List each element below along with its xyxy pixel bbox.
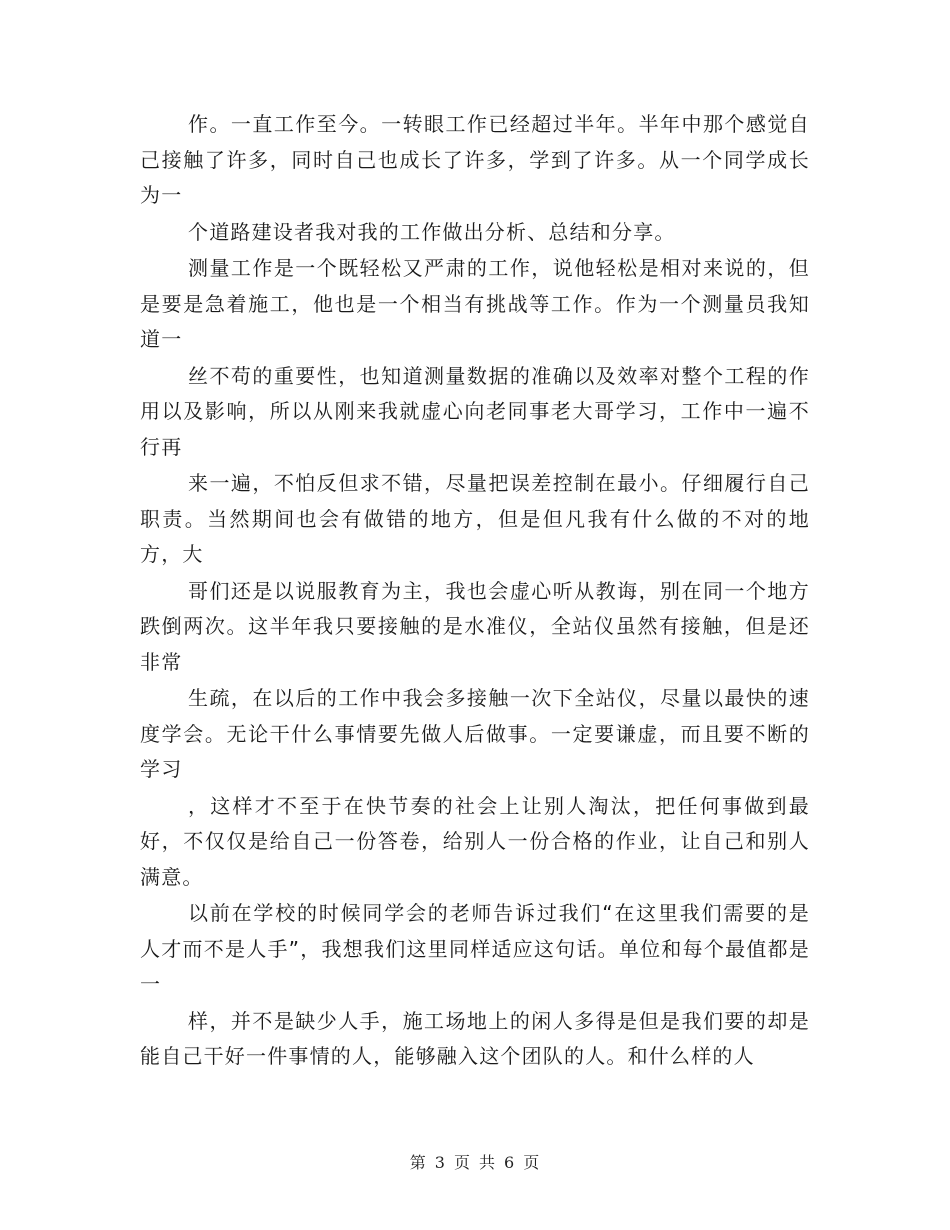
paragraph-4: 丝不苟的重要性，也知道测量数据的准确以及效率对整个工程的作用以及影响，所以从刚来我就虚心向老同事老大哥学习，工作中一遍不行再 [140,363,810,459]
footer-total-unit: 页 [523,1153,541,1172]
paragraph-6: 哥们还是以说服教育为主，我也会虚心听从教诲，别在同一个地方跌倒两次。这半年我只要接触的是水准仪，全站仪虽然有接触，但是还非常 [140,578,810,674]
footer-total-pages: 6 [504,1153,516,1172]
paragraph-1: 作。一直工作至今。一转眼工作已经超过半年。半年中那个感觉自己接触了许多，同时自己也成长了许多，学到了许多。从一个同学成长为一 [140,112,810,207]
page-footer [0,1150,950,1173]
paragraph-10: 样，并不是缺少人手，施工场地上的闲人多得是但是我们要的却是能自己干好一件事情的人，能够融入这个团队的人。和什么样的人 [140,1008,810,1068]
paragraph-7: 生疏，在以后的工作中我会多接触一次下全站仪，尽量以最快的速度学会。无论干什么事情要先做人后做事。一定要谦虚，而且要不断的学习 [140,686,810,781]
footer-page-unit: 页 [453,1153,471,1172]
paragraph-8: ，这样才不至于在快节奏的社会上让别人淘汰，把任何事做到最好，不仅仅是给自己一份答卷，给别人一份合格的作业，让自己和别人满意。 [140,793,810,889]
paragraph-5: 来一遍，不怕反但求不错，尽量把误差控制在最小。仔细履行自己职责。当然期间也会有做错的地方，但是但凡我有什么做的不对的地方，大 [140,471,810,566]
document-body [140,107,810,1075]
footer-total-prefix: 共 [479,1153,497,1172]
footer-prefix: 第 [409,1153,427,1172]
footer-current-page: 3 [434,1153,446,1172]
paragraph-9: 以前在学校的时候同学会的老师告诉过我们“在这里我们需要的是人才而不是人手”，我想我们这里同样适应这句话。单位和每个最值都是一 [140,901,810,996]
paragraph-2: 个道路建设者我对我的工作做出分析、总结和分享。 [188,219,676,244]
paragraph-3: 测量工作是一个既轻松又严肃的工作，说他轻松是相对来说的，但是要是急着施工，他也是一个相当有挑战等工作。作为一个测量员我知道一 [140,256,810,351]
